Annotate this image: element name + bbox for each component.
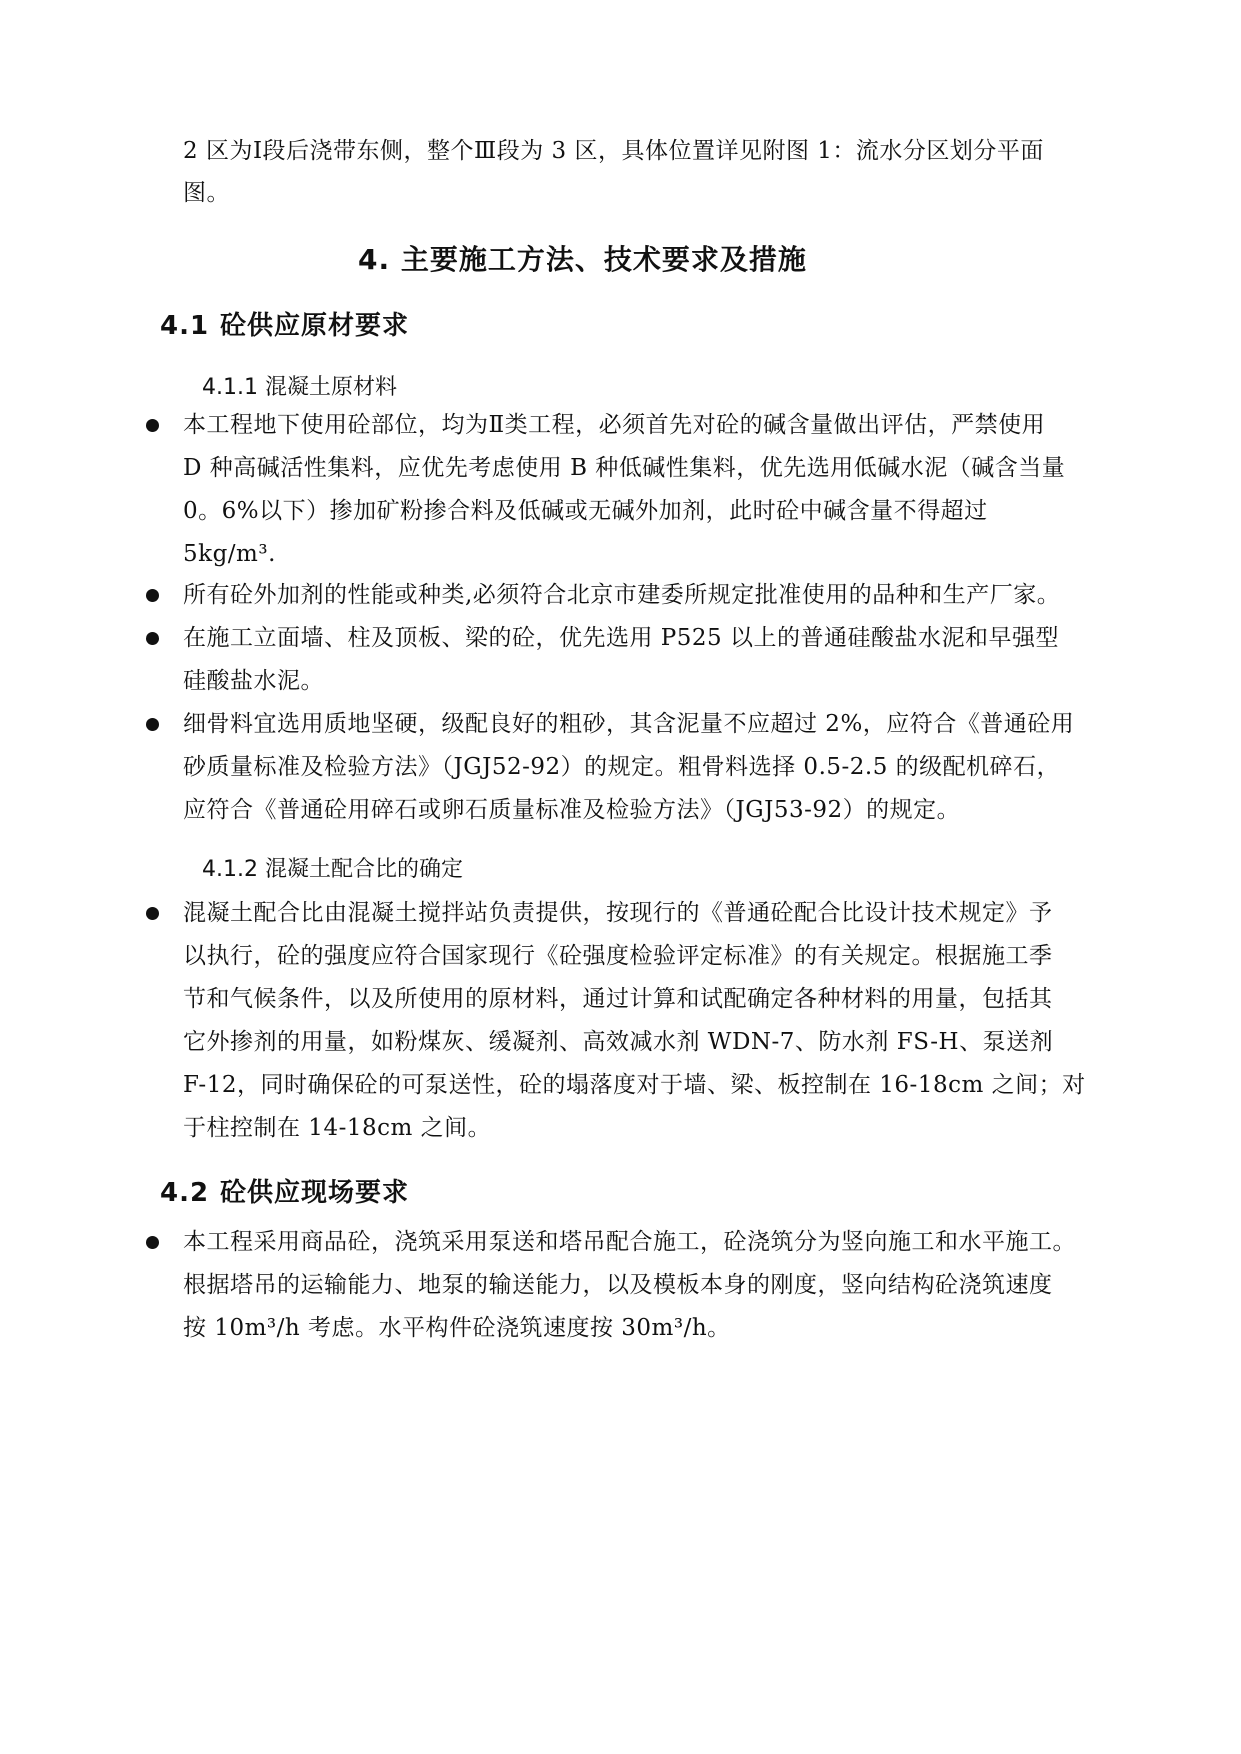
item-1-line-2: D 种高碱活性集料，应优先考虑使用 B 种低碱性集料，优先选用低碱水泥（碱含当量 [183,455,1066,481]
item-5-line-2: 以执行，砼的强度应符合国家现行《砼强度检验评定标准》的有关规定。根据施工季 [183,943,1053,969]
section-4-heading: 4. 主要施工方法、技术要求及措施 [358,243,807,276]
item-5-line-1: 混凝土配合比由混凝土搅拌站负责提供，按现行的《普通砼配合比设计技术规定》予 [183,900,1053,926]
bullet-icon [146,718,159,731]
bullet-icon [146,632,159,645]
item-5-line-5: F-12，同时确保砼的可泵送性，砼的塌落度对于墙、梁、板控制在 16-18cm 之间；对 [183,1072,1086,1098]
intro-line-2: 图。 [183,180,230,206]
section-4-1-heading [160,305,409,342]
item-3-line-2: 硅酸盐水泥。 [183,668,324,694]
item-4-line-1: 细骨料宜选用质地坚硬，级配良好的粗砂，其含泥量不应超过 2%，应符合《普通砼用 [183,711,1075,737]
item-1-line-4: 5kg/m³. [183,541,276,567]
item-5-line-4: 它外掺剂的用量，如粉煤灰、缓凝剂、高效减水剂 WDN-7、防水剂 FS-H、泵送剂 [183,1029,1054,1055]
bullet-icon [146,1236,159,1249]
item-4-line-3: 应符合《普通砼用碎石或卵石质量标准及检验方法》（JGJ53-92）的规定。 [183,797,961,823]
section-4-2-title: 砼供应现场要求 [220,1178,410,1208]
section-4-1-number: 4.1 [160,311,210,341]
item-1-line-1: 本工程地下使用砼部位，均为Ⅱ类工程，必须首先对砼的碱含量做出评估，严禁使用 [183,412,1046,438]
bullet-icon [146,419,159,432]
item-4-line-2: 砂质量标准及检验方法》（JGJ52-92）的规定。粗骨料选择 0.5-2.5 的级配机碎石， [183,754,1061,780]
item-1-line-3: 0。6%以下）掺加矿粉掺合料及低碱或无碱外加剂，此时砼中碱含量不得超过 [183,498,988,524]
section-4-1-1-heading: 4.1.1 混凝土原材料 [202,375,397,400]
intro-line-1: 2 区为Ⅰ段后浇带东侧，整个Ⅲ段为 3 区，具体位置详见附图 1：流水分区划分平面 [183,138,1044,164]
section-4-1-title: 砼供应原材要求 [220,311,410,341]
section-4-1-2-heading: 4.1.2 混凝土配合比的确定 [202,857,463,882]
item-3-line-1: 在施工立面墙、柱及顶板、梁的砼，优先选用 P525 以上的普通硅酸盐水泥和早强型 [183,625,1059,651]
section-4-2-heading [160,1172,409,1209]
item-6-line-3: 按 10m³/h 考虑。水平构件砼浇筑速度按 30m³/h。 [183,1315,731,1341]
bullet-icon [146,589,159,602]
bullet-icon [146,907,159,920]
item-6-line-2: 根据塔吊的运输能力、地泵的输送能力，以及模板本身的刚度，竖向结构砼浇筑速度 [183,1272,1053,1298]
item-6-line-1: 本工程采用商品砼，浇筑采用泵送和塔吊配合施工，砼浇筑分为竖向施工和水平施工。 [183,1229,1076,1255]
item-5-line-6: 于柱控制在 14-18cm 之间。 [183,1115,492,1141]
item-5-line-3: 节和气候条件，以及所使用的原材料，通过计算和试配确定各种材料的用量，包括其 [183,986,1053,1012]
section-4-2-number: 4.2 [160,1178,210,1208]
item-2-line-1: 所有砼外加剂的性能或种类,必须符合北京市建委所规定批准使用的品种和生产厂家。 [183,582,1061,608]
